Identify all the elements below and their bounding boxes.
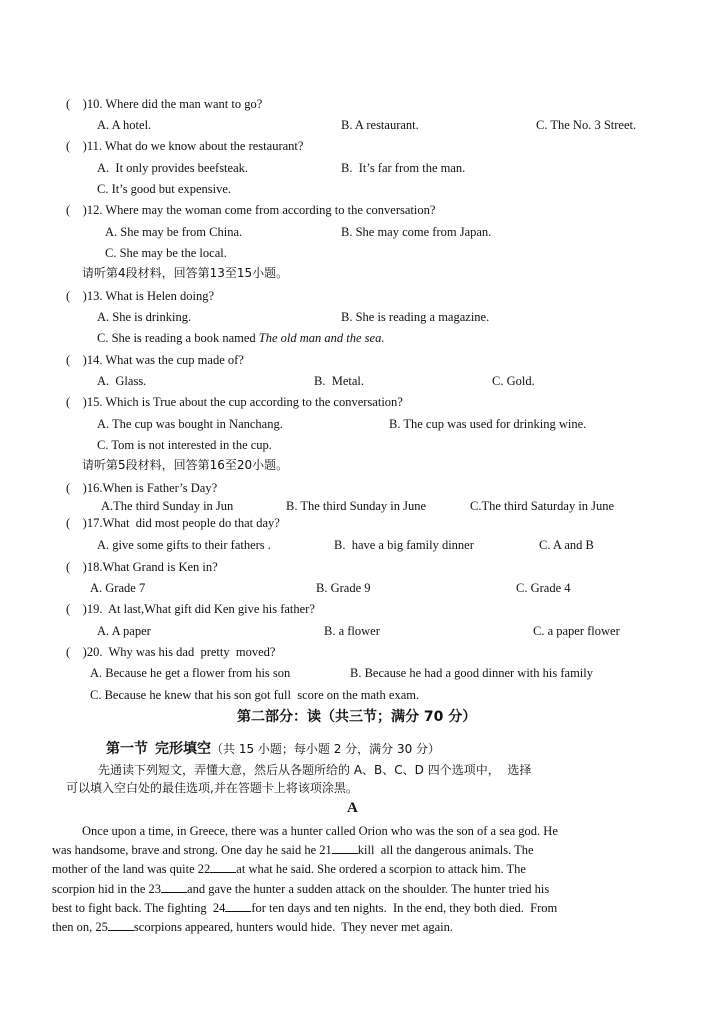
q16-option-a: A.The third Sunday in Jun bbox=[101, 499, 234, 513]
q20-stem: ( )20. Why was his dad pretty moved? bbox=[66, 645, 276, 659]
q11-option-a: A. It only provides beefsteak. bbox=[97, 161, 249, 175]
q15-option-c: C. Tom is not interested in the cup. bbox=[97, 438, 272, 452]
passage-text: at what he said. She ordered a scorpion to attack him. The bbox=[236, 862, 526, 876]
q18-option-c: C. Grade 4 bbox=[516, 581, 571, 595]
q13-option-c-text: C. She is reading a book named bbox=[97, 331, 259, 345]
q11-option-b: B. It’s far from the man. bbox=[341, 161, 466, 175]
q13-option-a: A. She is drinking. bbox=[97, 310, 192, 324]
section1-heading bbox=[106, 741, 440, 758]
passage-text: mother of the land was quite 22 bbox=[52, 862, 211, 876]
passage-line-2 bbox=[52, 842, 534, 858]
passage-text: for ten days and ten nights. In the end, they both died. From bbox=[251, 901, 558, 915]
passage-line-1: Once upon a time, in Greece, there was a hunter called Orion who was the son of a sea god. He bbox=[82, 824, 558, 838]
passage-text: best to fight back. The fighting 24 bbox=[52, 901, 226, 915]
passage-text: then on, 25 bbox=[52, 920, 108, 934]
passage-letter: A bbox=[347, 800, 358, 816]
passage-line-6 bbox=[52, 919, 453, 935]
blank-22 bbox=[210, 861, 236, 873]
q14-stem: ( )14. What was the cup made of? bbox=[66, 353, 244, 367]
passage-line-5 bbox=[52, 900, 557, 916]
q13-option-c bbox=[97, 330, 384, 346]
q14-option-b: B. Metal. bbox=[314, 374, 364, 388]
passage-line-4 bbox=[52, 881, 549, 897]
q10-option-b: B. A restaurant. bbox=[341, 118, 419, 132]
passage-line-3 bbox=[52, 861, 526, 877]
q18-stem: ( )18.What Grand is Ken in? bbox=[66, 560, 218, 574]
passage-text: was handsome, brave and strong. One day he said he 21 bbox=[52, 843, 332, 857]
blank-23 bbox=[161, 881, 187, 893]
passage-text: scorpions appeared, hunters would hide. They never met again. bbox=[133, 920, 454, 934]
q18-option-a: A. Grade 7 bbox=[90, 581, 146, 595]
q20-option-a: A. Because he get a flower from his son bbox=[90, 666, 291, 680]
q16-option-c: C.The third Saturday in June bbox=[470, 499, 615, 513]
q11-stem: ( )11. What do we know about the restaurant? bbox=[66, 139, 304, 153]
q19-option-c: C. a paper flower bbox=[533, 624, 620, 638]
q14-option-a: A. Glass. bbox=[97, 374, 147, 388]
cloze-instruction-line1: 先通读下列短文，弄懂大意，然后从各题所给的 A、B、C、D 四个选项中， 选择 bbox=[98, 763, 532, 777]
passage-text: and gave the hunter a sudden attack on the shoulder. The hunter tried his bbox=[187, 882, 550, 896]
q20-option-c: C. Because he knew that his son got full score on the math exam. bbox=[90, 688, 420, 702]
q20-option-b: B. Because he had a good dinner with his family bbox=[350, 666, 593, 680]
q17-option-b: B. have a big family dinner bbox=[334, 538, 474, 552]
part2-title: 第二部分：读（共三节；满分 70 分） bbox=[237, 709, 477, 725]
instruction-part5: 请听第5段材料，回答第16至20小题。 bbox=[82, 458, 289, 472]
q17-stem: ( )17.What did most people do that day? bbox=[66, 516, 280, 530]
passage-text: scorpion hid in the 23 bbox=[52, 882, 162, 896]
instruction-part4: 请听第4段材料，回答第13至15小题。 bbox=[82, 266, 289, 280]
q19-option-b: B. a flower bbox=[324, 624, 380, 638]
section1-note: （共 15 小题；每小题 2 分，满分 30 分） bbox=[211, 742, 441, 756]
section1-title: 第一节 完形填空 bbox=[106, 742, 211, 757]
q15-stem: ( )15. Which is True about the cup according to the conversation? bbox=[66, 395, 403, 409]
q12-stem: ( )12. Where may the woman come from according to the conversation? bbox=[66, 203, 436, 217]
q10-option-a: A. A hotel. bbox=[97, 118, 152, 132]
q16-option-b: B. The third Sunday in June bbox=[286, 499, 427, 513]
q13-book-title: The old man and the sea. bbox=[258, 331, 385, 345]
q18-option-b: B. Grade 9 bbox=[316, 581, 371, 595]
q15-option-b: B. The cup was used for drinking wine. bbox=[389, 417, 587, 431]
q12-option-a: A. She may be from China. bbox=[105, 225, 243, 239]
blank-25 bbox=[108, 919, 134, 931]
q12-option-c: C. She may be the local. bbox=[105, 246, 227, 260]
blank-21 bbox=[332, 842, 358, 854]
q12-option-b: B. She may come from Japan. bbox=[341, 225, 492, 239]
q15-option-a: A. The cup was bought in Nanchang. bbox=[97, 417, 283, 431]
q10-stem: ( )10. Where did the man want to go? bbox=[66, 97, 263, 111]
passage-text: kill all the dangerous animals. The bbox=[357, 843, 534, 857]
q16-stem: ( )16.When is Father’s Day? bbox=[66, 481, 218, 495]
q19-option-a: A. A paper bbox=[97, 624, 151, 638]
blank-24 bbox=[225, 900, 251, 912]
q14-option-c: C. Gold. bbox=[492, 374, 535, 388]
q17-option-c: C. A and B bbox=[539, 538, 594, 552]
q19-stem: ( )19. At last,What gift did Ken give his father? bbox=[66, 602, 315, 616]
q11-option-c: C. It’s good but expensive. bbox=[97, 182, 232, 196]
q10-option-c: C. The No. 3 Street. bbox=[536, 118, 637, 132]
q13-option-b: B. She is reading a magazine. bbox=[341, 310, 490, 324]
q17-option-a: A. give some gifts to their fathers . bbox=[97, 538, 271, 552]
cloze-instruction-line2: 可以填入空白处的最佳选项,并在答题卡上将该项涂黑。 bbox=[66, 781, 358, 795]
q13-stem: ( )13. What is Helen doing? bbox=[66, 289, 214, 303]
